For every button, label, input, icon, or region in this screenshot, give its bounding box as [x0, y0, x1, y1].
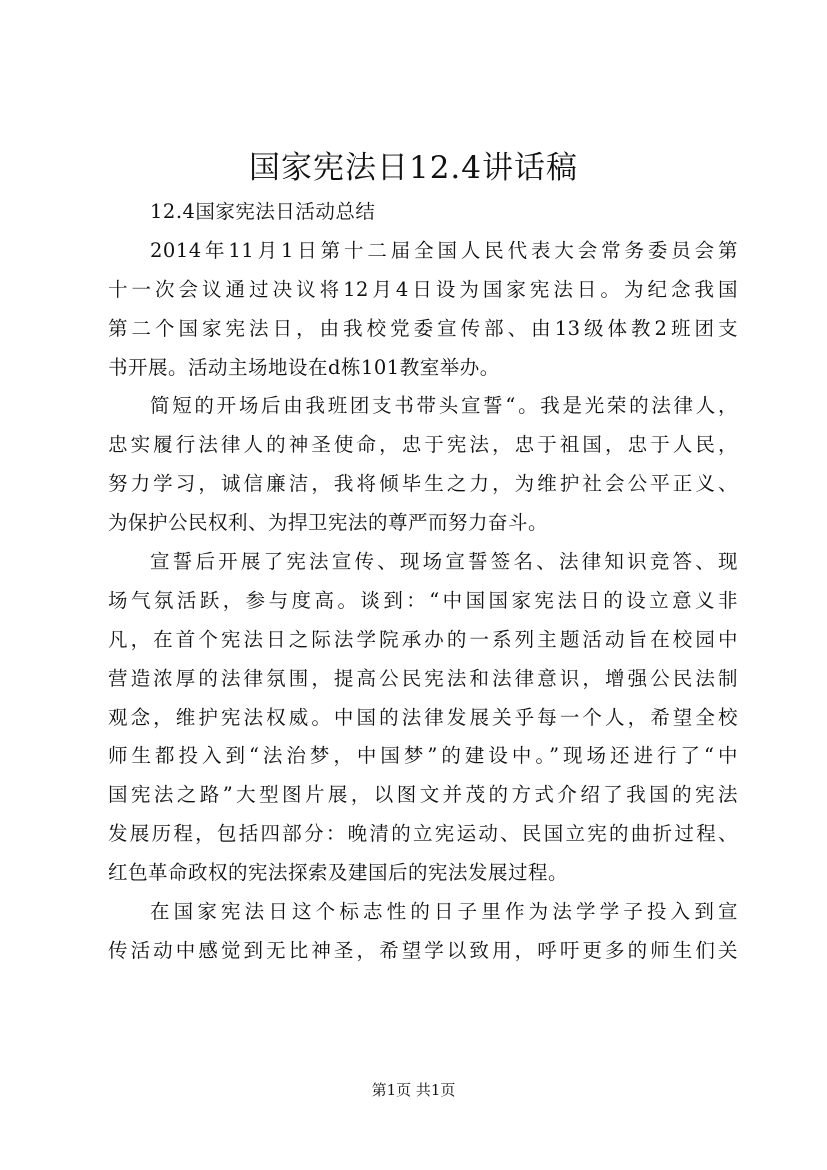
text-line: 2014年11月1日第十二届全国人民代表大会常务委员会第 [150, 238, 738, 262]
text-line: 十一次会议通过决议将12月4日设为国家宪法日。为纪念我国 [108, 277, 738, 301]
text-line: 为保护公民权利、为捍卫宪法的尊严而努力奋斗。 [108, 511, 549, 535]
text-line: 书开展。活动主场地设在d栋101教室举办。 [108, 355, 500, 379]
text-line: 宣誓后开展了宪法宣传、现场宣誓签名、法律知识竞答、现 [150, 550, 738, 574]
text-line: 观念，维护宪法权威。中国的法律发展关乎每一个人，希望全校 [108, 705, 738, 729]
document-body [108, 193, 738, 971]
text-line: 传活动中感觉到无比神圣，希望学以致用，呼吁更多的师生们关 [108, 938, 738, 962]
text-line: 第二个国家宪法日，由我校党委宣传部、由13级体教2班团支 [108, 316, 738, 340]
text-line: 红色革命政权的宪法探索及建国后的宪法发展过程。 [108, 861, 569, 885]
text-line: 师生都投入到“法治梦，中国梦”的建设中。”现场还进行了“中 [108, 744, 738, 768]
text-line: 忠实履行法律人的神圣使命，忠于宪法，忠于祖国，忠于人民， [108, 433, 738, 457]
page-number: 第1页 共1页 [371, 1081, 456, 1099]
text-line: 凡，在首个宪法日之际法学院承办的一系列主题活动旨在校园中 [108, 627, 738, 651]
text-line: 营造浓厚的法律氛围，提高公民宪法和法律意识，增强公民法制 [108, 666, 738, 690]
text-line: 简短的开场后由我班团支书带头宣誓“。我是光荣的法律人， [150, 394, 738, 418]
document-title: 国家宪法日12.4讲话稿 [248, 150, 579, 186]
text-line: 12.4国家宪法日活动总结 [150, 200, 376, 223]
text-line: 在国家宪法日这个标志性的日子里作为法学学子投入到宣 [150, 900, 738, 924]
text-line: 国宪法之路”大型图片展，以图文并茂的方式介绍了我国的宪法 [108, 783, 738, 807]
text-line: 努力学习，诚信廉洁，我将倾毕生之力，为维护社会公平正义、 [108, 472, 738, 496]
text-line: 发展历程，包括四部分：晚清的立宪运动、民国立宪的曲折过程、 [108, 822, 738, 846]
text-line: 场气氛活跃，参与度高。谈到：“中国国家宪法日的设立意义非 [108, 588, 738, 612]
